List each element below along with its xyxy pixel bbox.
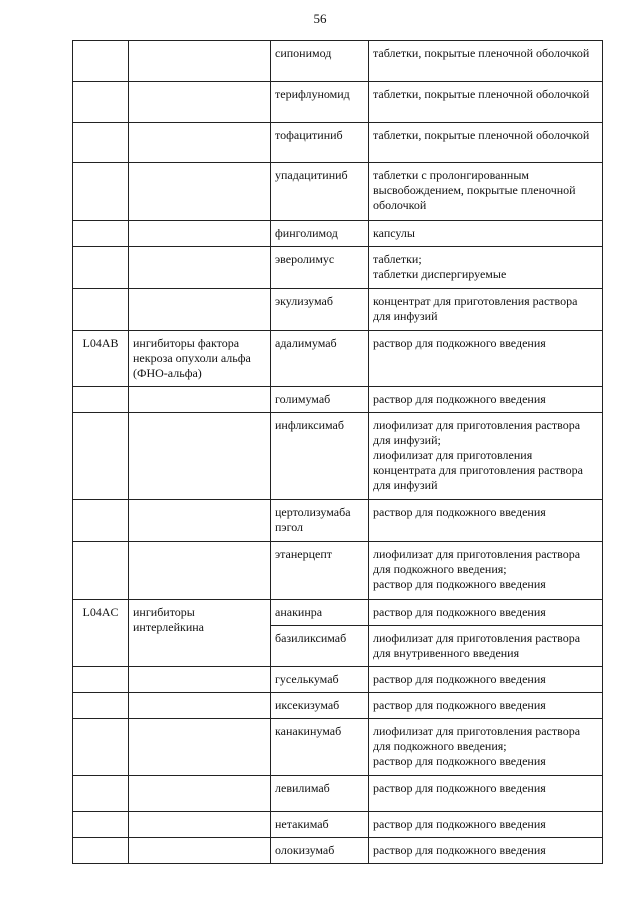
drug-name-cell: упадацитиниб bbox=[271, 163, 369, 221]
drug-name-cell: цертолизумаба пэгол bbox=[271, 500, 369, 542]
table-row bbox=[73, 500, 603, 542]
dosage-form-cell: раствор для подкожного введения bbox=[369, 387, 603, 413]
group-cell bbox=[129, 776, 271, 812]
page-number: 56 bbox=[313, 11, 327, 26]
table-row bbox=[73, 221, 603, 247]
group-cell bbox=[129, 667, 271, 693]
drug-name-cell: голимумаб bbox=[271, 387, 369, 413]
dosage-form-cell: таблетки, покрытые пленочной оболочкой bbox=[369, 82, 603, 123]
table-row bbox=[73, 331, 603, 387]
group-cell bbox=[129, 289, 271, 331]
group-cell bbox=[129, 812, 271, 838]
dosage-form-cell: таблетки; таблетки диспергируемые bbox=[369, 247, 603, 289]
dosage-form-cell: раствор для подкожного введения bbox=[369, 693, 603, 719]
group-cell bbox=[129, 163, 271, 221]
drug-name-cell: гуселькумаб bbox=[271, 667, 369, 693]
dosage-form-cell: раствор для подкожного введения bbox=[369, 667, 603, 693]
drug-name-cell: нетакимаб bbox=[271, 812, 369, 838]
atc-code-cell bbox=[73, 247, 129, 289]
atc-code-cell bbox=[73, 542, 129, 600]
atc-code-cell bbox=[73, 776, 129, 812]
drug-name-cell: эверолимус bbox=[271, 247, 369, 289]
table-row bbox=[73, 667, 603, 693]
dosage-form-cell: лиофилизат для приготовления раствора для подкожного введения; раствор для подкожного введения bbox=[369, 719, 603, 776]
dosage-form-cell: таблетки с пролонгированным высвобождением, покрытые пленочной оболочкой bbox=[369, 163, 603, 221]
atc-code-cell bbox=[73, 500, 129, 542]
atc-code-cell bbox=[73, 123, 129, 163]
dosage-form-cell: раствор для подкожного введения bbox=[369, 600, 603, 626]
group-cell bbox=[129, 221, 271, 247]
table-row bbox=[73, 693, 603, 719]
atc-code-cell bbox=[73, 289, 129, 331]
drug-name-cell: левилимаб bbox=[271, 776, 369, 812]
atc-code-cell bbox=[73, 838, 129, 864]
dosage-form-cell: таблетки, покрытые пленочной оболочкой bbox=[369, 123, 603, 163]
dosage-form-cell: таблетки, покрытые пленочной оболочкой bbox=[369, 41, 603, 82]
drug-name-cell: иксекизумаб bbox=[271, 693, 369, 719]
drug-name-cell: инфликсимаб bbox=[271, 413, 369, 500]
atc-code-cell bbox=[73, 221, 129, 247]
table-row bbox=[73, 289, 603, 331]
group-cell bbox=[129, 123, 271, 163]
group-cell: ингибиторы фактора некроза опухоли альфа (ФНО-альфа) bbox=[129, 331, 271, 387]
atc-code-cell bbox=[73, 693, 129, 719]
dosage-form-cell: раствор для подкожного введения bbox=[369, 838, 603, 864]
atc-code-cell bbox=[73, 667, 129, 693]
table-row bbox=[73, 600, 603, 626]
atc-code-cell bbox=[73, 387, 129, 413]
drug-name-cell: сипонимод bbox=[271, 41, 369, 82]
table-row bbox=[73, 413, 603, 500]
group-cell bbox=[129, 413, 271, 500]
group-cell bbox=[129, 41, 271, 82]
table-row bbox=[73, 542, 603, 600]
drug-name-cell: канакинумаб bbox=[271, 719, 369, 776]
group-cell bbox=[129, 542, 271, 600]
group-cell bbox=[129, 693, 271, 719]
atc-code-cell bbox=[73, 719, 129, 776]
drug-name-cell: тофацитиниб bbox=[271, 123, 369, 163]
atc-code-cell bbox=[73, 82, 129, 123]
table-row bbox=[73, 812, 603, 838]
atc-code-cell bbox=[73, 163, 129, 221]
group-cell bbox=[129, 247, 271, 289]
dosage-form-cell: раствор для подкожного введения bbox=[369, 812, 603, 838]
group-cell: ингибиторы интерлейкина bbox=[129, 600, 271, 667]
drug-name-cell: финголимод bbox=[271, 221, 369, 247]
dosage-form-cell: концентрат для приготовления раствора для инфузий bbox=[369, 289, 603, 331]
table-row bbox=[73, 776, 603, 812]
group-cell bbox=[129, 500, 271, 542]
atc-code-cell bbox=[73, 413, 129, 500]
dosage-form-cell: капсулы bbox=[369, 221, 603, 247]
drug-name-cell: анакинра bbox=[271, 600, 369, 626]
dosage-form-cell: лиофилизат для приготовления раствора для внутривенного введения bbox=[369, 626, 603, 667]
atc-code-cell: L04AC bbox=[73, 600, 129, 667]
table-row bbox=[73, 838, 603, 864]
drug-name-cell: этанерцепт bbox=[271, 542, 369, 600]
atc-code-cell: L04AB bbox=[73, 331, 129, 387]
table-row bbox=[73, 247, 603, 289]
drug-table bbox=[72, 40, 603, 864]
group-cell bbox=[129, 838, 271, 864]
drug-name-cell: терифлуномид bbox=[271, 82, 369, 123]
group-cell bbox=[129, 387, 271, 413]
table-row bbox=[73, 123, 603, 163]
table-row bbox=[73, 387, 603, 413]
table-row bbox=[73, 41, 603, 82]
dosage-form-cell: лиофилизат для приготовления раствора для инфузий; лиофилизат для приготовления концентрата для приготовления раствора для инфузий bbox=[369, 413, 603, 500]
atc-code-cell bbox=[73, 812, 129, 838]
atc-code-cell bbox=[73, 41, 129, 82]
drug-name-cell: базиликсимаб bbox=[271, 626, 369, 667]
group-cell bbox=[129, 82, 271, 123]
group-cell bbox=[129, 719, 271, 776]
dosage-form-cell: раствор для подкожного введения bbox=[369, 500, 603, 542]
dosage-form-cell: раствор для подкожного введения bbox=[369, 331, 603, 387]
table-row bbox=[73, 82, 603, 123]
drug-name-cell: адалимумаб bbox=[271, 331, 369, 387]
table-row bbox=[73, 163, 603, 221]
drug-name-cell: олокизумаб bbox=[271, 838, 369, 864]
dosage-form-cell: раствор для подкожного введения bbox=[369, 776, 603, 812]
table-row bbox=[73, 719, 603, 776]
dosage-form-cell: лиофилизат для приготовления раствора для подкожного введения; раствор для подкожного введения bbox=[369, 542, 603, 600]
drug-name-cell: экулизумаб bbox=[271, 289, 369, 331]
